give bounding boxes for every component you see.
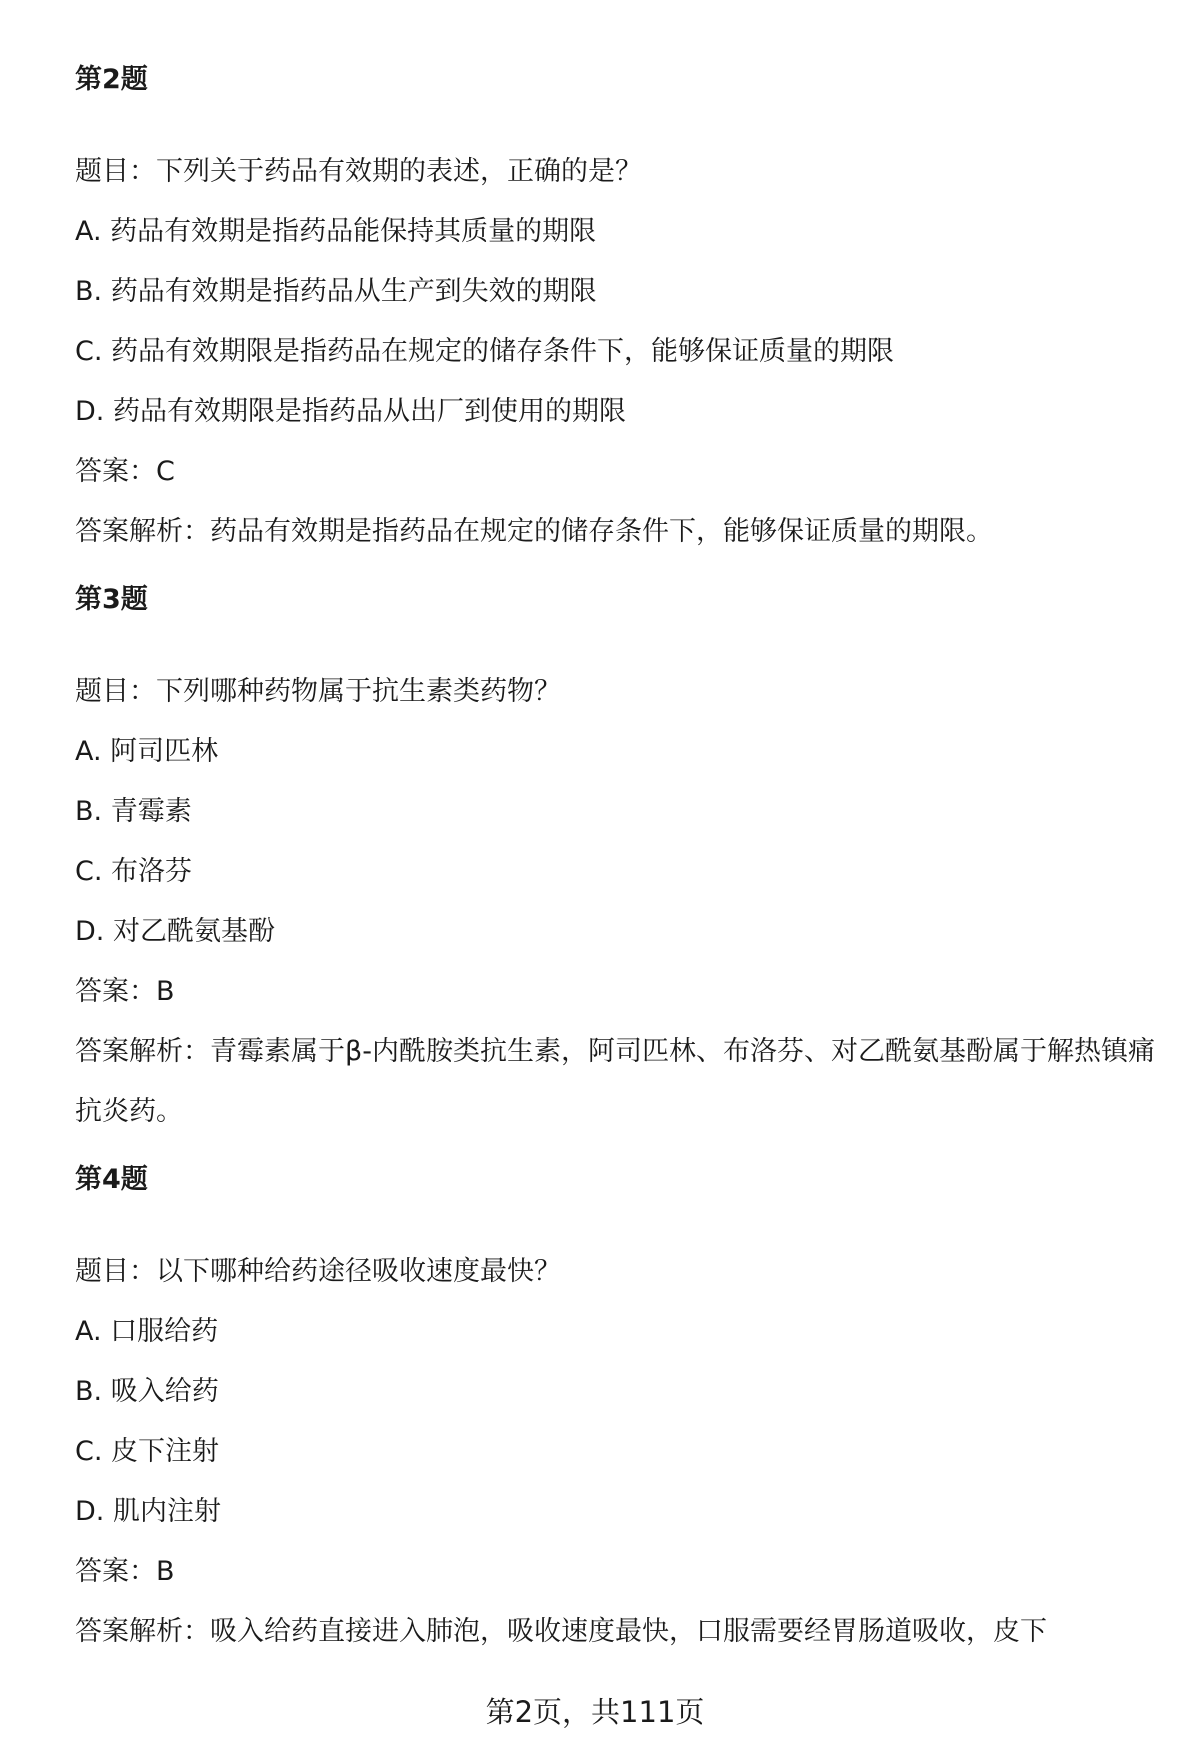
option-b: B. 青霉素 [75, 796, 192, 827]
option-d: D. 对乙酰氨基酚 [75, 916, 275, 947]
question-block [75, 572, 1155, 1142]
option-a: A. 阿司匹林 [75, 736, 219, 767]
answer-explanation: 答案解析：吸入给药直接进入肺泡，吸收速度最快，口服需要经胃肠道吸收，皮下 [75, 1616, 1047, 1647]
question-stem: 题目：下列哪种药物属于抗生素类药物？ [75, 676, 561, 707]
question-list [75, 52, 1155, 1662]
question-title: 第2题 [75, 64, 148, 95]
answer-explanation: 答案解析：青霉素属于β-内酰胺类抗生素，阿司匹林、布洛芬、对乙酰氨基酚属于解热镇痛抗炎药。 [75, 1036, 1155, 1127]
option-d: D. 肌内注射 [75, 1496, 221, 1527]
page-number: 第2页，共111页 [485, 1695, 705, 1729]
option-b: B. 吸入给药 [75, 1376, 219, 1407]
option-c: C. 布洛芬 [75, 856, 193, 887]
answer: 答案：C [75, 456, 175, 487]
option-a: A. 口服给药 [75, 1316, 219, 1347]
question-stem: 题目：以下哪种给药途径吸收速度最快？ [75, 1256, 561, 1287]
option-c: C. 皮下注射 [75, 1436, 220, 1467]
question-block [75, 1152, 1155, 1662]
option-b: B. 药品有效期是指药品从生产到失效的期限 [75, 276, 597, 307]
question-block [75, 52, 1155, 562]
answer: 答案：B [75, 976, 175, 1007]
option-c: C. 药品有效期限是指药品在规定的储存条件下，能够保证质量的期限 [75, 336, 895, 367]
option-d: D. 药品有效期限是指药品从出厂到使用的期限 [75, 396, 626, 427]
question-stem: 题目：下列关于药品有效期的表述，正确的是？ [75, 156, 642, 187]
answer-explanation: 答案解析：药品有效期是指药品在规定的储存条件下，能够保证质量的期限。 [75, 516, 993, 547]
answer: 答案：B [75, 1556, 175, 1587]
question-title: 第4题 [75, 1164, 148, 1195]
option-a: A. 药品有效期是指药品能保持其质量的期限 [75, 216, 597, 247]
question-title: 第3题 [75, 584, 148, 615]
